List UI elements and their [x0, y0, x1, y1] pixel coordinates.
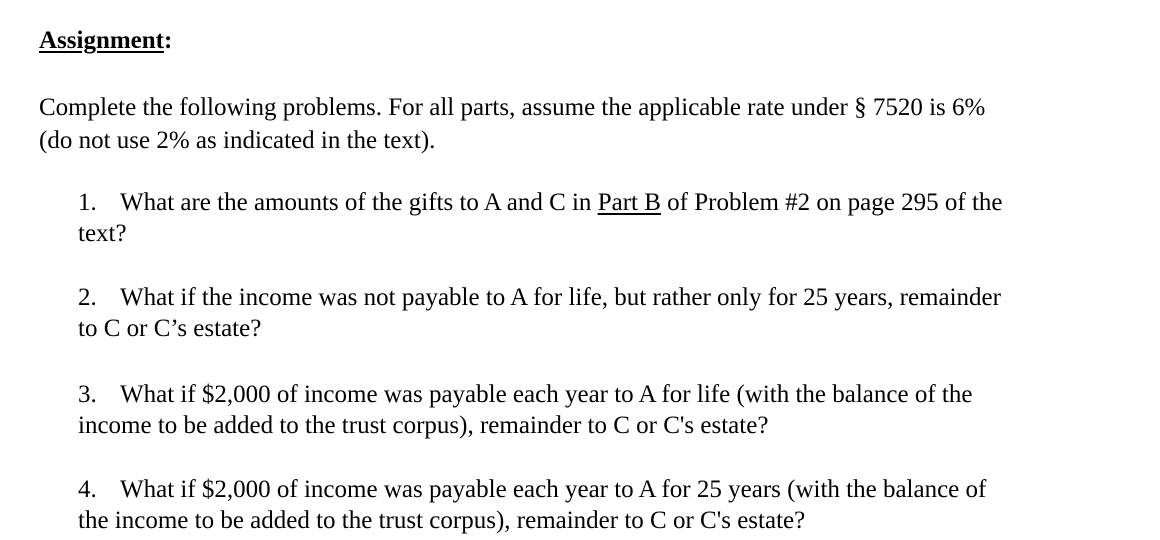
question-2-line-2: to C or C’s estate? — [78, 315, 262, 342]
question-1-number: 1. — [78, 189, 97, 216]
assignment-heading-label: Assignment — [39, 27, 165, 54]
question-4-line-2: the income to be added to the trust corpus), remainder to C or C's estate? — [78, 507, 806, 534]
question-3-number: 3. — [78, 381, 97, 408]
question-2-line-1 — [78, 282, 1138, 313]
question-1-part-b-reference: Part B — [597, 189, 661, 216]
question-4 — [78, 474, 1138, 536]
question-3-line-2: income to be added to the trust corpus), remainder to C or C's estate? — [78, 412, 769, 439]
question-3-line-1 — [78, 379, 1138, 410]
question-4-text: What if $2,000 of income was payable each year to A for 25 years (with the balance of — [120, 476, 987, 503]
question-1-text-before: What are the amounts of the gifts to A and C in — [120, 189, 598, 216]
question-2-number: 2. — [78, 284, 97, 311]
question-1-line-1 — [78, 187, 1138, 218]
question-1-line-2: text? — [78, 220, 127, 247]
question-2 — [78, 282, 1138, 344]
question-3-text: What if $2,000 of income was payable each year to A for life (with the balance of the — [120, 381, 973, 408]
instructions-line-1: Complete the following problems. For all parts, assume the applicable rate under § 7520 is 6% — [39, 94, 986, 121]
question-2-text: What if the income was not payable to A for life, but rather only for 25 years, remainder — [120, 284, 1001, 311]
question-1 — [78, 187, 1138, 249]
assignment-heading-colon: : — [164, 27, 173, 54]
instructions-line-2: (do not use 2% as indicated in the text). — [39, 127, 436, 154]
question-3 — [78, 379, 1138, 441]
question-1-text-after: of Problem #2 on page 295 of the — [660, 189, 1003, 216]
question-4-number: 4. — [78, 476, 97, 503]
assignment-heading — [39, 26, 172, 56]
question-4-line-1 — [78, 474, 1138, 505]
instructions-paragraph — [39, 91, 1119, 157]
